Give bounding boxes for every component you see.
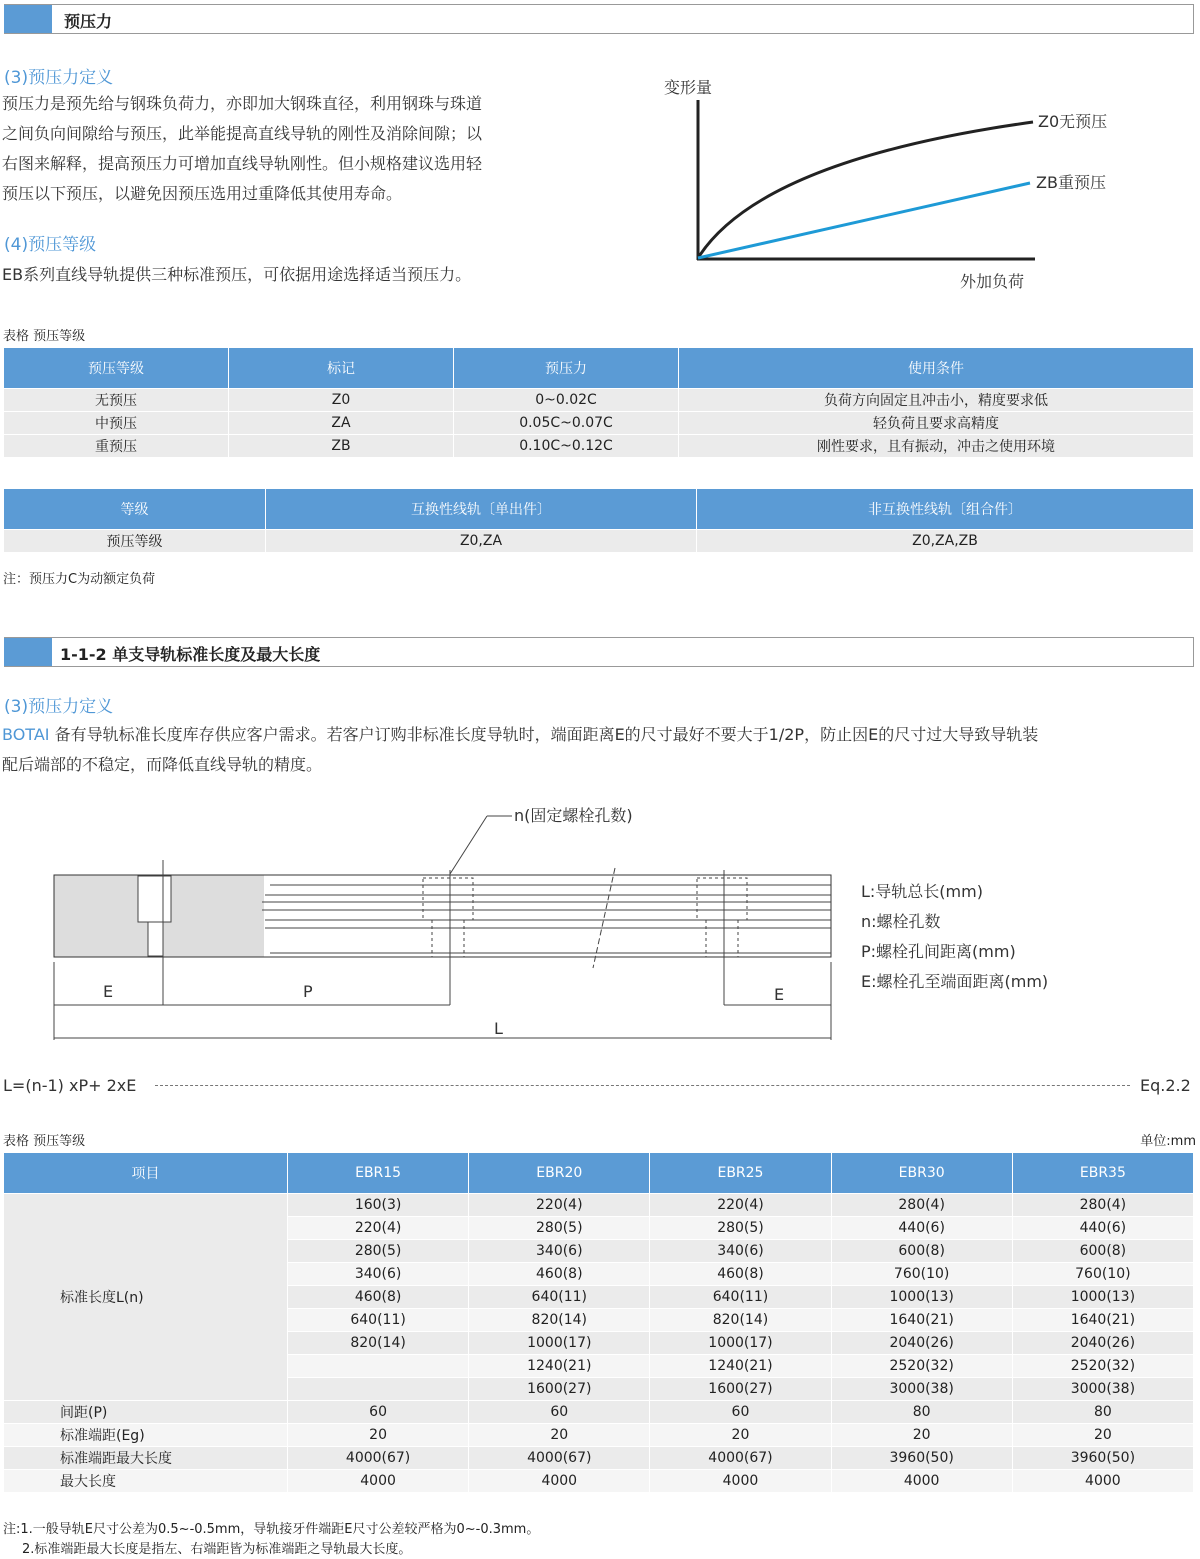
table-cell: 220(4) <box>288 1217 468 1239</box>
table-row <box>4 1424 1193 1446</box>
header-accent-block <box>4 638 52 666</box>
table-cell: 760(10) <box>1013 1263 1193 1285</box>
def-heading: (3)预压力定义 <box>4 68 114 88</box>
legend-item: P:螺栓孔间距离(mm) <box>861 942 1016 961</box>
para-line: 预压力是预先给与钢珠负荷力，亦即加大钢珠直径，利用钢珠与珠道 <box>2 94 483 113</box>
brand-name: BOTAI <box>2 725 50 744</box>
table-cell: Z0,ZA,ZB <box>697 530 1193 552</box>
table-cell: 轻负荷且要求高精度 <box>679 412 1193 434</box>
column-header: EBR35 <box>1013 1153 1193 1193</box>
table-cell: 280(5) <box>288 1240 468 1262</box>
table-row <box>4 1194 1193 1216</box>
th: 预压等级 <box>4 348 228 388</box>
table-cell: 3960(50) <box>1013 1447 1193 1469</box>
table-cell: 820(14) <box>650 1309 830 1331</box>
dim-l: L <box>494 1019 503 1038</box>
table-cell: 最大长度 <box>4 1470 287 1492</box>
table1-caption: 表格 预压等级 <box>3 329 86 344</box>
diagram-legend <box>861 877 1048 997</box>
table-cell: Z0,ZA <box>266 530 696 552</box>
table-cell: 无预压 <box>4 389 228 411</box>
equation: L=(n-1) xP+ 2xE <box>3 1076 137 1095</box>
table-cell: 中预压 <box>4 412 228 434</box>
table-cell: 20 <box>288 1424 468 1446</box>
table-cell: 间距(P) <box>4 1401 287 1423</box>
series-label-zb: ZB重预压 <box>1036 173 1106 192</box>
para-line: 右图来解释，提高预压力可增加直线导轨刚性。但小规格建议选用轻 <box>2 154 483 173</box>
table-cell: 刚性要求，且有振动，冲击之使用环境 <box>679 435 1193 457</box>
table-cell: 80 <box>1013 1401 1193 1423</box>
table-row <box>4 1470 1193 1492</box>
table-cell: 20 <box>1013 1424 1193 1446</box>
table-cell: 0.10C~0.12C <box>454 435 678 457</box>
table-cell: 2040(26) <box>1013 1332 1193 1354</box>
table-cell: 600(8) <box>1013 1240 1193 1262</box>
table-cell: 0.05C~0.07C <box>454 412 678 434</box>
table-cell: 1000(13) <box>832 1286 1012 1308</box>
table-cell: 1240(21) <box>469 1355 649 1377</box>
table-cell: 2520(32) <box>1013 1355 1193 1377</box>
table-cell: 80 <box>832 1401 1012 1423</box>
table-cell: 0~0.02C <box>454 389 678 411</box>
table-cell: 4000(67) <box>469 1447 649 1469</box>
table-cell: 60 <box>650 1401 830 1423</box>
series-zb-line <box>698 183 1030 258</box>
table-cell: 640(11) <box>650 1286 830 1308</box>
equation-leader <box>155 1085 1130 1086</box>
table3-caption: 表格 预压等级 <box>3 1134 86 1149</box>
length-paragraph <box>2 720 1197 780</box>
header-accent-block <box>4 5 52 33</box>
rail-length-table <box>3 1152 1194 1493</box>
table-cell: 340(6) <box>650 1240 830 1262</box>
callout-bolt-holes: n(固定螺栓孔数) <box>514 806 633 825</box>
table-cell: 20 <box>650 1424 830 1446</box>
table-cell: 820(14) <box>288 1332 468 1354</box>
grade-heading: (4)预压等级 <box>4 235 97 255</box>
table-cell: 640(11) <box>469 1286 649 1308</box>
column-header: EBR25 <box>650 1153 830 1193</box>
series-label-z0: Z0无预压 <box>1038 112 1108 131</box>
table-cell: 460(8) <box>650 1263 830 1285</box>
table-cell: 60 <box>288 1401 468 1423</box>
unit-label: 单位:mm <box>1140 1134 1196 1149</box>
table-cell: 280(4) <box>1013 1194 1193 1216</box>
th: 标记 <box>229 348 453 388</box>
table-cell: 负荷方向固定且冲击小，精度要求低 <box>679 389 1193 411</box>
table-cell: 600(8) <box>832 1240 1012 1262</box>
table-cell: 标准端距最大长度 <box>4 1447 287 1469</box>
dim-e-left: E <box>103 982 114 1001</box>
table-cell: 1240(21) <box>650 1355 830 1377</box>
table-cell: 1000(13) <box>1013 1286 1193 1308</box>
table-cell: 1000(17) <box>650 1332 830 1354</box>
table-cell <box>288 1355 468 1377</box>
table-cell: 60 <box>469 1401 649 1423</box>
dim-e-right: E <box>774 985 785 1004</box>
table-cell: 340(6) <box>469 1240 649 1262</box>
th: 预压力 <box>454 348 678 388</box>
table-cell: 340(6) <box>288 1263 468 1285</box>
table-cell: 3000(38) <box>1013 1378 1193 1400</box>
table-cell: 标准长度L(n) <box>4 1194 287 1400</box>
legend-item: n:螺栓孔数 <box>861 912 941 931</box>
equation-ref: Eq.2.2 <box>1140 1076 1191 1095</box>
column-header: EBR15 <box>288 1153 468 1193</box>
table-cell: 1000(17) <box>469 1332 649 1354</box>
th: 使用条件 <box>679 348 1193 388</box>
table-row <box>4 412 1193 434</box>
table-cell: 160(3) <box>288 1194 468 1216</box>
table-cell: 1600(27) <box>650 1378 830 1400</box>
table-cell: 20 <box>832 1424 1012 1446</box>
legend-item: L:导轨总长(mm) <box>861 882 983 901</box>
table-cell: 1640(21) <box>832 1309 1012 1331</box>
para-line: 之间负向间隙给与预压，此举能提高直线导轨的刚性及消除间隙；以 <box>2 124 483 143</box>
table-cell: 4000 <box>650 1470 830 1492</box>
table-cell: 280(4) <box>832 1194 1012 1216</box>
table-cell: 3960(50) <box>832 1447 1012 1469</box>
table-cell: 4000 <box>832 1470 1012 1492</box>
table-cell: ZA <box>229 412 453 434</box>
table-row <box>4 389 1193 411</box>
table-cell: 440(6) <box>832 1217 1012 1239</box>
table-cell: Z0 <box>229 389 453 411</box>
table-cell: 460(8) <box>288 1286 468 1308</box>
para-line: 预压以下预压，以避免因预压选用过重降低其使用寿命。 <box>2 184 403 203</box>
def-heading-2: (3)预压力定义 <box>4 697 114 717</box>
table-cell: 4000 <box>288 1470 468 1492</box>
column-header: EBR20 <box>469 1153 649 1193</box>
table-cell: 重预压 <box>4 435 228 457</box>
table-cell: 3000(38) <box>832 1378 1012 1400</box>
table-row <box>4 1401 1193 1423</box>
th: 非互换性线轨〔组合件〕 <box>697 489 1193 529</box>
grade-text: EB系列直线导轨提供三种标准预压，可依据用途选择适当预压力。 <box>2 265 472 284</box>
preload-chart <box>600 70 1160 300</box>
th: 互换性线轨〔单出件〕 <box>266 489 696 529</box>
table-cell <box>288 1378 468 1400</box>
table-cell: 820(14) <box>469 1309 649 1331</box>
dim-p: P <box>303 982 313 1001</box>
table-row <box>4 1447 1193 1469</box>
table-cell: 4000 <box>469 1470 649 1492</box>
series-z0-curve <box>698 122 1033 258</box>
table-cell: 220(4) <box>650 1194 830 1216</box>
interchangeability-table <box>3 488 1194 553</box>
table-cell: 1600(27) <box>469 1378 649 1400</box>
para-line: 配后端部的不稳定，而降低直线导轨的精度。 <box>2 755 323 774</box>
table-cell: 4000(67) <box>288 1447 468 1469</box>
table-cell: 640(11) <box>288 1309 468 1331</box>
table-cell: ZB <box>229 435 453 457</box>
table-cell: 4000(67) <box>650 1447 830 1469</box>
table-cell: 280(5) <box>650 1217 830 1239</box>
section-header-preload <box>4 4 1194 34</box>
para-line: 备有导轨标准长度库存供应客户需求。若客户订购非标准长度导轨时，端面距离E的尺寸最好不要大于1/2P，防止因E的尺寸过大导致导轨装 <box>49 725 1039 744</box>
chart-xlabel: 外加负荷 <box>960 272 1025 291</box>
th: 等级 <box>4 489 265 529</box>
def-paragraph <box>2 89 562 209</box>
table-row <box>4 530 1193 552</box>
table-cell: 2520(32) <box>832 1355 1012 1377</box>
table-cell: 440(6) <box>1013 1217 1193 1239</box>
section-title: 预压力 <box>64 12 113 31</box>
section-title: 1-1-2 单支导轨标准长度及最大长度 <box>60 645 321 664</box>
table-cell: 2040(26) <box>832 1332 1012 1354</box>
table-row <box>4 435 1193 457</box>
table-cell: 1640(21) <box>1013 1309 1193 1331</box>
rail-diagram <box>40 800 860 1050</box>
table-cell: 预压等级 <box>4 530 265 552</box>
note-2: 2.标准端距最大长度是指左、右端距皆为标准端距之导轨最大长度。 <box>22 1542 412 1557</box>
table-cell: 460(8) <box>469 1263 649 1285</box>
table-cell: 标准端距(Eg) <box>4 1424 287 1446</box>
column-header: 项目 <box>4 1153 287 1193</box>
chart-ylabel: 变形量 <box>664 78 713 97</box>
table-cell: 4000 <box>1013 1470 1193 1492</box>
note-1: 注:1.一般导轨E尺寸公差为0.5~-0.5mm，导轨接牙件端距E尺寸公差较严格为0~-0.3mm。 <box>3 1522 540 1537</box>
preload-grade-table <box>3 347 1194 458</box>
table-cell: 280(5) <box>469 1217 649 1239</box>
table-cell: 20 <box>469 1424 649 1446</box>
table-cell: 760(10) <box>832 1263 1012 1285</box>
table-cell: 220(4) <box>469 1194 649 1216</box>
legend-item: E:螺栓孔至端面距离(mm) <box>861 972 1049 991</box>
note: 注：预压力C为动额定负荷 <box>3 572 156 587</box>
column-header: EBR30 <box>832 1153 1012 1193</box>
section-header-length <box>4 637 1194 667</box>
